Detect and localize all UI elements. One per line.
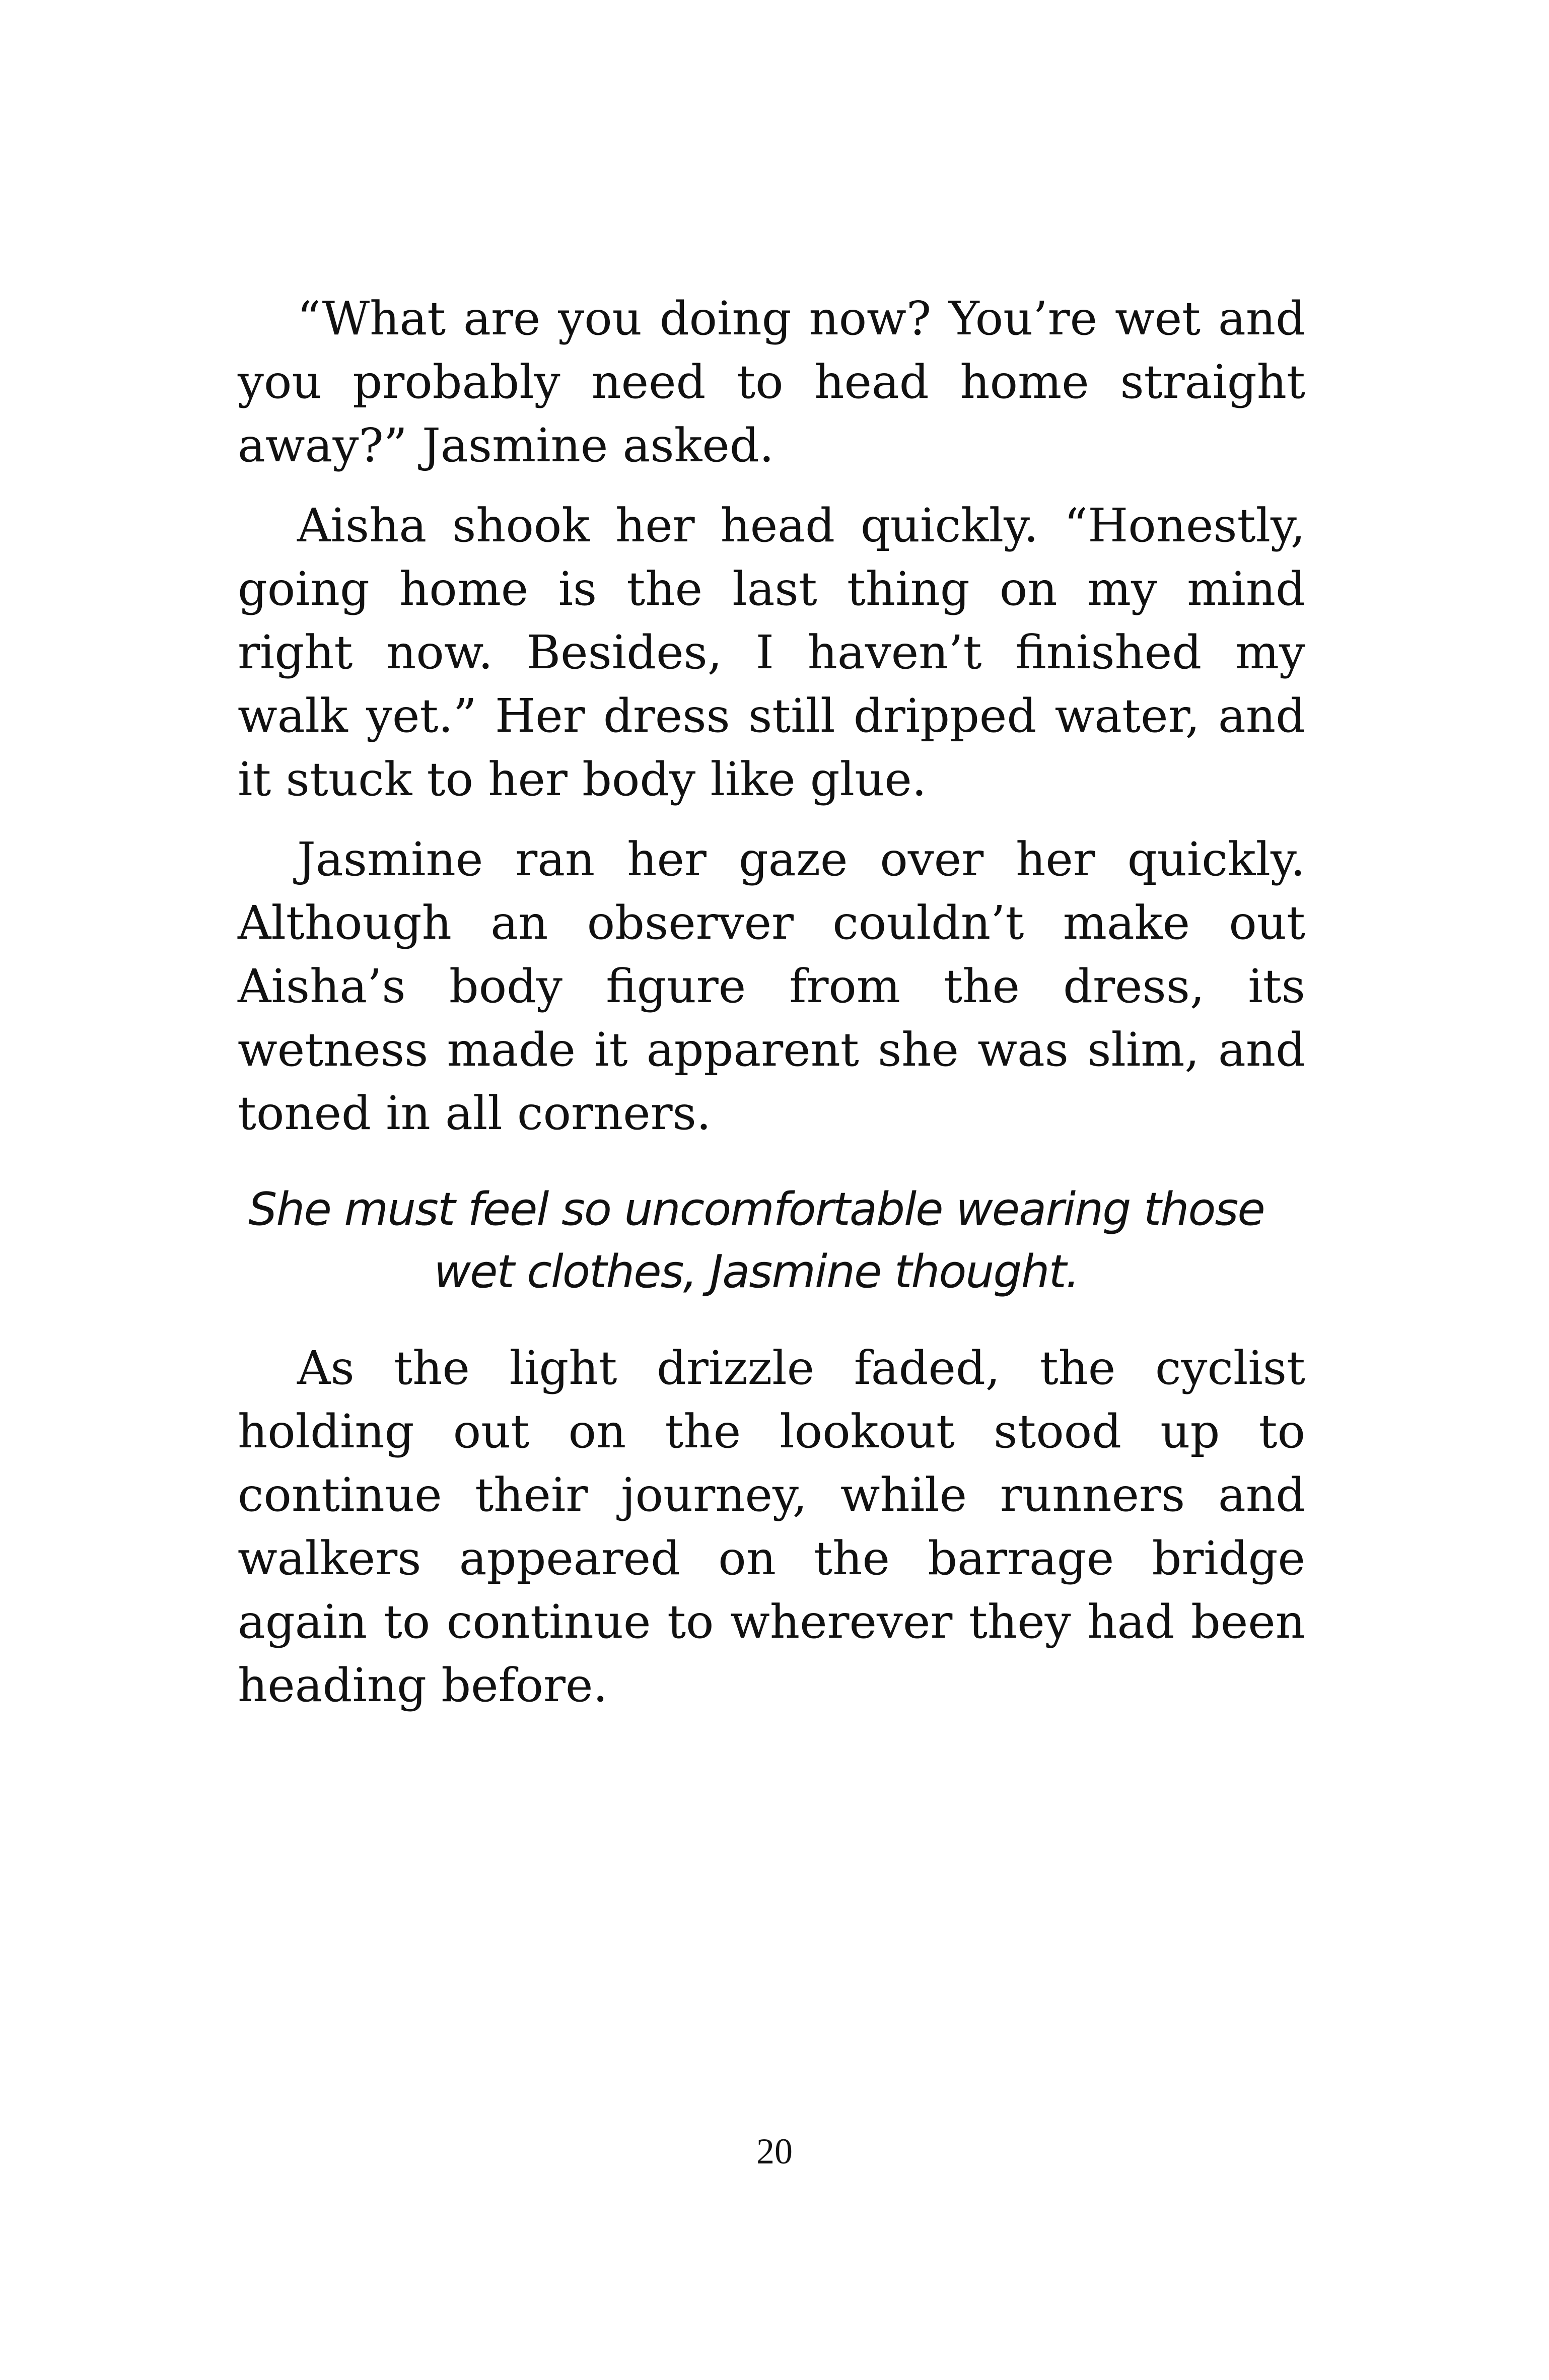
paragraph-2: Aisha shook her head quickly. “Honestly, going home is the last thing on my mind right now. Besides, I haven’t finished my walk yet.” Her dress still dripped water, and it stuck to her body like glue. [238, 499, 1305, 806]
page-body [238, 287, 1305, 1734]
paragraph-3: Jasmine ran her gaze over her quickly. Although an observer couldn’t make out Aisha’s body figure from the dress, its wetness made it apparent she was slim, and toned in all corners. [238, 832, 1305, 1140]
paragraph-4: As the light drizzle faded, the cyclist holding out on the lookout stood up to continue their journey, while runners and walkers appeared on the barrage bridge again to continue to wherever they had been heading before. [238, 1341, 1305, 1712]
paragraph-1: “What are you doing now? You’re wet and you probably need to head home straight away?” Jasmine asked. [238, 292, 1305, 472]
italic-thought: She must feel so uncomfortable wearing those wet clothes, Jasmine thought. [248, 1183, 1264, 1298]
page-number: 20 [756, 2131, 793, 2172]
